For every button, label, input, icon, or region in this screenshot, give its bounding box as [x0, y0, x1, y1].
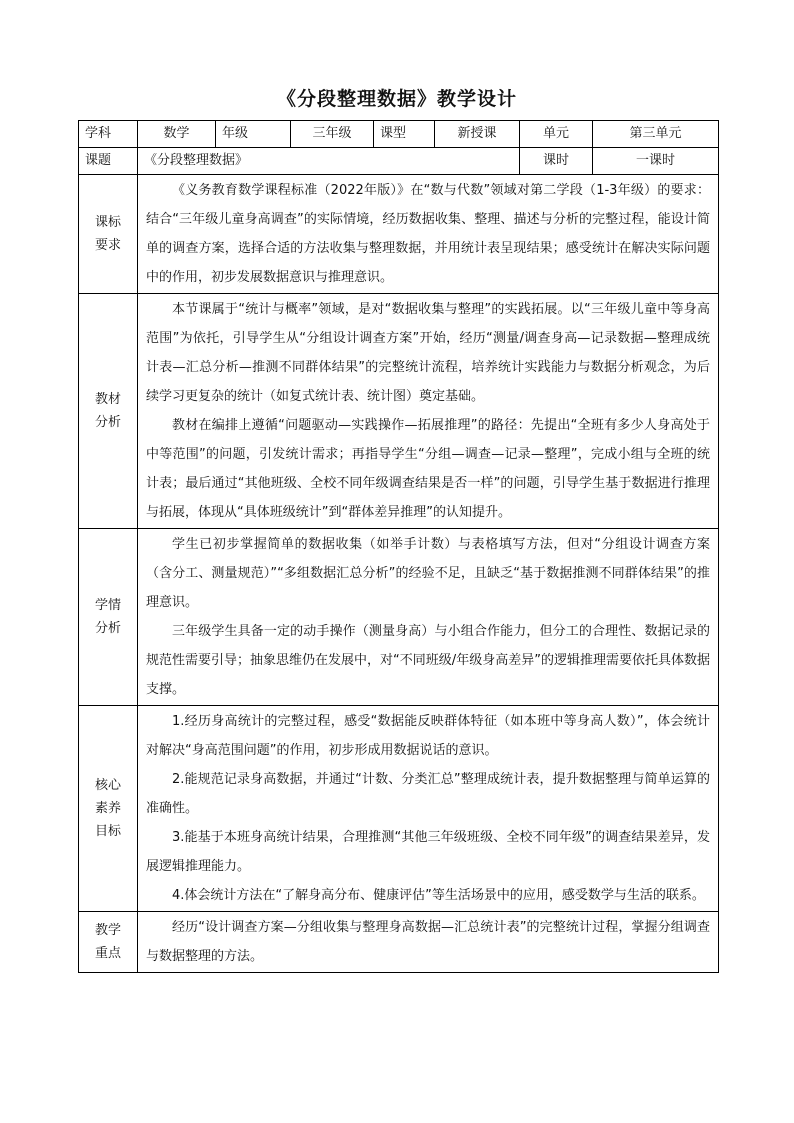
section-content — [138, 529, 719, 706]
section-label: 学情 分析 — [79, 529, 138, 706]
section-content — [138, 294, 719, 529]
section-label: 教学 重点 — [79, 912, 138, 973]
subject-value: 数学 — [138, 121, 216, 148]
paragraph: 学生已初步掌握简单的数据收集（如举手计数）与表格填写方法，但对“分组设计调查方案（含分工、测量规范）”“多组数据汇总分析”的经验不足，且缺乏“基于数据推测不同群体结果”的推理意识。 — [146, 537, 710, 610]
lesson-type-value: 新授课 — [435, 121, 520, 148]
section-label: 课标 要求 — [79, 175, 138, 294]
paragraph: 《义务教育数学课程标准（2022年版）》在“数与代数”领域对第二学段（1-3年级）的要求：结合“三年级儿童身高调查”的实际情境，经历数据收集、整理、描述与分析的完整过程，能设计简单的调查方案，选择合适的方法收集与整理数据，并用统计表呈现结果；感受统计在解决实际问题中的作用，初步发展数据意识与推理意识。 — [146, 183, 710, 285]
section-row-objectives — [79, 706, 719, 912]
subject-label: 学科 — [79, 121, 138, 148]
topic-label: 课题 — [79, 148, 138, 175]
lesson-type-label: 课型 — [374, 121, 435, 148]
grade-value: 三年级 — [291, 121, 374, 148]
section-label: 核心 素养 目标 — [79, 706, 138, 912]
info-row-1 — [79, 121, 719, 148]
paragraph: 本节课属于“统计与概率”领域，是对“数据收集与整理”的实践拓展。以“三年级儿童中等身高范围”为依托，引导学生从“分组设计调查方案”开始，经历“测量/调查身高—记录数据—整理成统计表—汇总分析—推测不同群体结果”的完整统计流程，培养统计实践能力与数据分析观念，为后续学习更复杂的统计（如复式统计表、统计图）奠定基础。 — [146, 302, 710, 404]
paragraph: 三年级学生具备一定的动手操作（测量身高）与小组合作能力，但分工的合理性、数据记录的规范性需要引导；抽象思维仍在发展中，对“不同班级/年级身高差异”的逻辑推理需要依托具体数据支撑。 — [146, 624, 710, 697]
topic-value: 《分段整理数据》 — [138, 148, 520, 175]
paragraph: 教材在编排上遵循“问题驱动—实践操作—拓展推理”的路径：先提出“全班有多少人身高处于中等范围”的问题，引发统计需求；再指导学生“分组—调查—记录—整理”，完成小组与全班的统计表；最后通过“其他班级、全校不同年级调查结果是否一样”的问题，引导学生基于数据进行推理与拓展，体现从“具体班级统计”到“群体差异推理”的认知提升。 — [146, 418, 710, 520]
paragraph: 4.体会统计方法在“了解身高分布、健康评估”等生活场景中的应用，感受数学与生活的联系。 — [172, 888, 705, 903]
lesson-design-table — [78, 120, 719, 973]
unit-value: 第三单元 — [593, 121, 719, 148]
section-content — [138, 912, 719, 973]
paragraph: 3.能基于本班身高统计结果，合理推测“其他三年级班级、全校不同年级”的调查结果差异，发展逻辑推理能力。 — [146, 830, 710, 874]
period-label: 课时 — [520, 148, 593, 175]
section-row-curriculum — [79, 175, 719, 294]
section-row-key-points — [79, 912, 719, 973]
document-title: 《分段整理数据》教学设计 — [276, 88, 517, 110]
section-row-learner — [79, 529, 719, 706]
period-value: 一课时 — [593, 148, 719, 175]
info-row-2 — [79, 148, 719, 175]
section-row-textbook — [79, 294, 719, 529]
section-content — [138, 706, 719, 912]
unit-label: 单元 — [520, 121, 593, 148]
paragraph: 2.能规范记录身高数据，并通过“计数、分类汇总”整理成统计表，提升数据整理与简单运算的准确性。 — [146, 772, 710, 816]
paragraph: 经历“设计调查方案—分组收集与整理身高数据—汇总统计表”的完整统计过程，掌握分组调查与数据整理的方法。 — [146, 920, 710, 964]
grade-label: 年级 — [216, 121, 291, 148]
section-label: 教材 分析 — [79, 294, 138, 529]
section-content — [138, 175, 719, 294]
paragraph: 1.经历身高统计的完整过程，感受“数据能反映群体特征（如本班中等身高人数）”，体会统计对解决“身高范围问题”的作用，初步形成用数据说话的意识。 — [146, 714, 710, 758]
